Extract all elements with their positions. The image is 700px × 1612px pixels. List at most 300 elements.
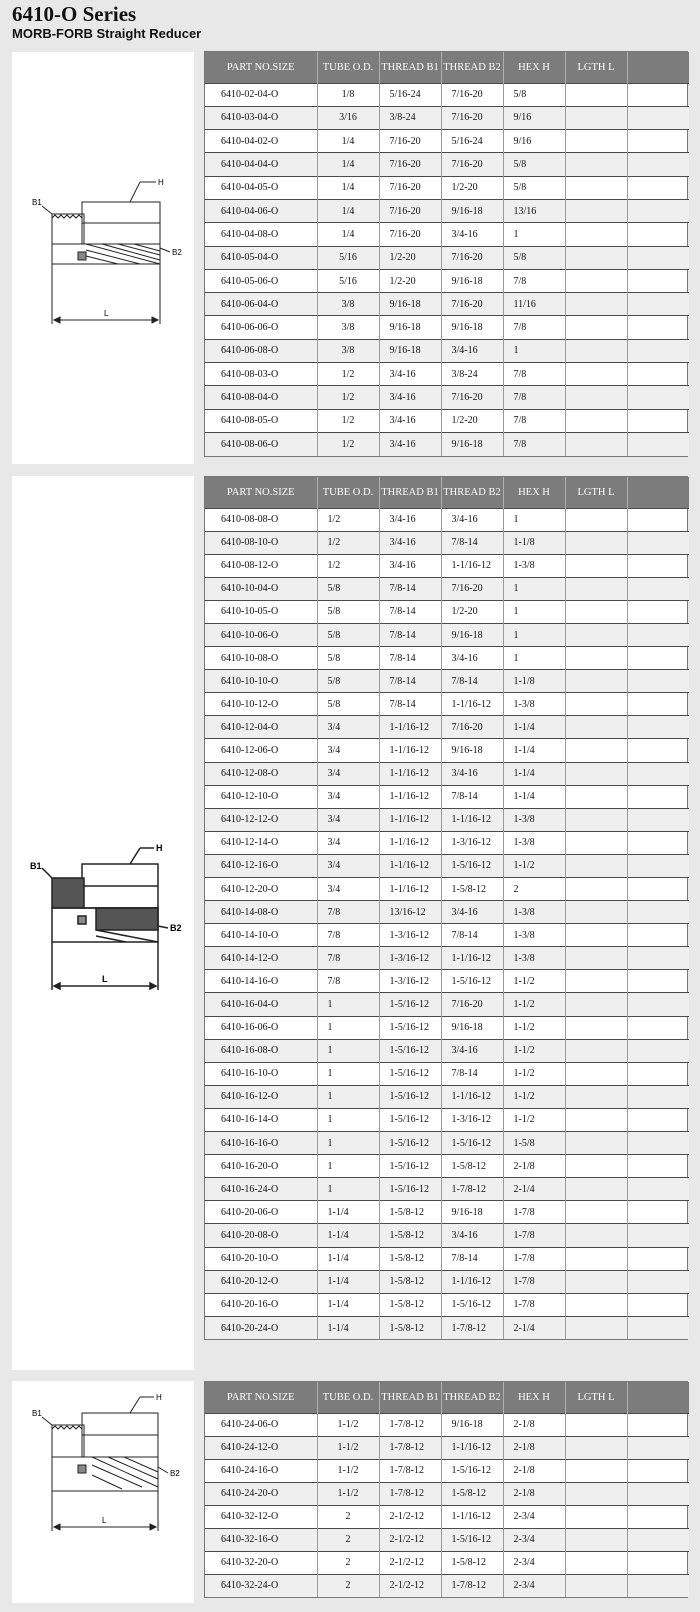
- table-cell: 1/2: [317, 409, 379, 432]
- table-cell: 2: [317, 1528, 379, 1551]
- table-cell: 1-1/4: [317, 1293, 379, 1316]
- table-row: [205, 1247, 689, 1270]
- table-cell: 3/4-16: [379, 531, 441, 554]
- table-cell: [565, 363, 627, 386]
- table-cell: 1-1/4: [317, 1247, 379, 1270]
- table-cell: 6410-02-04-O: [205, 83, 317, 106]
- table-cell: 1-7/8-12: [379, 1413, 441, 1436]
- table-cell: 1-1/16-12: [441, 1436, 503, 1459]
- table-cell: 9/16-18: [441, 1016, 503, 1039]
- table-cell: 7/16-20: [379, 153, 441, 176]
- table-cell: 7/8-14: [379, 670, 441, 693]
- table-cell: 2: [503, 878, 565, 901]
- table-cell: 6410-24-06-O: [205, 1413, 317, 1436]
- table-cell: 3/4-16: [379, 432, 441, 455]
- table-cell: [565, 1293, 627, 1316]
- table-cell: 6410-12-04-O: [205, 716, 317, 739]
- label-b2: B2: [172, 248, 182, 257]
- fitting-diagram-3: [12, 1381, 194, 1603]
- table-cell: 6410-08-10-O: [205, 531, 317, 554]
- table-cell: [627, 1016, 689, 1039]
- table-cell: 6410-24-16-O: [205, 1459, 317, 1482]
- table-cell: 6410-04-06-O: [205, 199, 317, 222]
- table-cell: 9/16-18: [441, 199, 503, 222]
- column-header: TUBE O.D.: [317, 52, 379, 83]
- table-cell: 7/8: [317, 947, 379, 970]
- table-cell: [627, 1247, 689, 1270]
- table-row: [205, 554, 689, 577]
- table-cell: 9/16-18: [379, 339, 441, 362]
- table-cell: 3/4-16: [379, 363, 441, 386]
- table-cell: 1-3/16-12: [441, 1108, 503, 1131]
- table-cell: 1/2-20: [441, 409, 503, 432]
- table-cell: 6410-16-08-O: [205, 1039, 317, 1062]
- label-h: H: [156, 843, 163, 853]
- table-cell: 6410-04-04-O: [205, 153, 317, 176]
- table-cell: 3/4: [317, 739, 379, 762]
- table-cell: [627, 1459, 689, 1482]
- table-cell: [627, 808, 689, 831]
- table-cell: 1-1/16-12: [441, 693, 503, 716]
- table-cell: [627, 1293, 689, 1316]
- table-cell: [627, 1413, 689, 1436]
- table-cell: 3/4-16: [379, 409, 441, 432]
- table-cell: 1-5/16-12: [441, 1459, 503, 1482]
- table-cell: 3/4-16: [379, 386, 441, 409]
- table-cell: 6410-16-10-O: [205, 1062, 317, 1085]
- table-cell: [565, 1085, 627, 1108]
- table-cell: [627, 316, 689, 339]
- table-cell: 6410-24-20-O: [205, 1482, 317, 1505]
- table-cell: [565, 409, 627, 432]
- table-cell: [565, 623, 627, 646]
- table-cell: 7/8-14: [441, 1062, 503, 1085]
- table-cell: [627, 432, 689, 455]
- table-row: [205, 363, 689, 386]
- table-row: [205, 1039, 689, 1062]
- table-header-row: [205, 477, 689, 508]
- table-cell: 6410-20-08-O: [205, 1224, 317, 1247]
- table-cell: 5/16-24: [379, 83, 441, 106]
- table-cell: 1-1/2: [503, 1085, 565, 1108]
- table-cell: 1-5/16-12: [379, 1155, 441, 1178]
- table-cell: 7/16-20: [379, 223, 441, 246]
- table-cell: [627, 1039, 689, 1062]
- table-cell: 1: [317, 993, 379, 1016]
- table-cell: [565, 1039, 627, 1062]
- fitting-drawing: [12, 1381, 194, 1603]
- table-row: [205, 670, 689, 693]
- table-cell: 7/16-20: [441, 83, 503, 106]
- label-b2: B2: [170, 923, 182, 933]
- table-cell: 9/16-18: [379, 293, 441, 316]
- table-cell: 6410-20-24-O: [205, 1316, 317, 1339]
- table-cell: [627, 762, 689, 785]
- table-cell: 3/16: [317, 106, 379, 129]
- table-cell: 1-3/8: [503, 831, 565, 854]
- table-header-row: [205, 1382, 689, 1413]
- table-cell: [565, 1505, 627, 1528]
- table-row: [205, 1413, 689, 1436]
- table-cell: 1-7/8: [503, 1247, 565, 1270]
- table-cell: [627, 269, 689, 292]
- table-row: [205, 577, 689, 600]
- spec-table: [205, 1382, 689, 1597]
- column-header: THREAD B1: [379, 1382, 441, 1413]
- table-cell: 2-3/4: [503, 1574, 565, 1597]
- table-cell: 1/4: [317, 176, 379, 199]
- table-cell: 5/8: [317, 647, 379, 670]
- table-cell: 11/16: [503, 293, 565, 316]
- table-row: [205, 762, 689, 785]
- table-cell: 6410-04-08-O: [205, 223, 317, 246]
- table-cell: 1-1/4: [317, 1270, 379, 1293]
- table-cell: 1-5/8-12: [441, 1482, 503, 1505]
- table-cell: 6410-08-12-O: [205, 554, 317, 577]
- table-cell: 6410-12-10-O: [205, 785, 317, 808]
- table-cell: [565, 1155, 627, 1178]
- table-row: [205, 293, 689, 316]
- table-row: [205, 785, 689, 808]
- table-cell: 1: [317, 1108, 379, 1131]
- table-cell: 7/8: [503, 269, 565, 292]
- table-cell: [565, 831, 627, 854]
- table-row: [205, 1178, 689, 1201]
- table-cell: 9/16-18: [441, 269, 503, 292]
- table-cell: [565, 199, 627, 222]
- table-cell: [627, 1201, 689, 1224]
- table-cell: [627, 739, 689, 762]
- table-cell: 1-5/8-12: [379, 1201, 441, 1224]
- table-cell: 1-1/16-12: [379, 831, 441, 854]
- table-cell: 2-1/4: [503, 1178, 565, 1201]
- table-cell: [565, 1528, 627, 1551]
- table-cell: 1-1/4: [317, 1201, 379, 1224]
- table-row: [205, 808, 689, 831]
- table-cell: 1-1/16-12: [441, 1085, 503, 1108]
- table-row: [205, 1436, 689, 1459]
- table-row: [205, 339, 689, 362]
- table-cell: 1-7/8: [503, 1270, 565, 1293]
- table-cell: 1-1/2: [503, 993, 565, 1016]
- table-cell: [627, 106, 689, 129]
- table-cell: 3/4-16: [441, 901, 503, 924]
- table-cell: 5/8: [317, 577, 379, 600]
- table-cell: [565, 106, 627, 129]
- table-cell: 3/8-24: [379, 106, 441, 129]
- table-cell: 7/8: [503, 316, 565, 339]
- table-cell: 1-5/16-12: [379, 1062, 441, 1085]
- table-cell: 1-5/8-12: [441, 878, 503, 901]
- table-row: [205, 947, 689, 970]
- table-row: [205, 1224, 689, 1247]
- column-header: THREAD B2: [441, 1382, 503, 1413]
- table-cell: 6410-16-14-O: [205, 1108, 317, 1131]
- table-cell: 1/2: [317, 432, 379, 455]
- table-cell: 7/16-20: [379, 176, 441, 199]
- table-cell: [565, 1016, 627, 1039]
- table-cell: [565, 947, 627, 970]
- table-cell: 6410-14-10-O: [205, 924, 317, 947]
- table-cell: [627, 993, 689, 1016]
- table-cell: 1-1/16-12: [441, 554, 503, 577]
- table-cell: 1/2: [317, 531, 379, 554]
- table-cell: 7/8-14: [441, 924, 503, 947]
- column-header: HEX H: [503, 52, 565, 83]
- table-cell: 1-7/8-12: [379, 1482, 441, 1505]
- table-cell: 7/8-14: [441, 531, 503, 554]
- table-row: [205, 854, 689, 877]
- table-cell: [565, 130, 627, 153]
- table-cell: 6410-12-20-O: [205, 878, 317, 901]
- table-cell: 1-1/2: [503, 1062, 565, 1085]
- table-cell: 1-7/8: [503, 1201, 565, 1224]
- table-cell: 9/16-18: [441, 623, 503, 646]
- table-cell: [565, 508, 627, 531]
- table-cell: [565, 739, 627, 762]
- table-cell: 1-1/8: [503, 531, 565, 554]
- table-cell: 1-5/16-12: [441, 1293, 503, 1316]
- table-cell: 6410-08-04-O: [205, 386, 317, 409]
- table-cell: 6410-10-04-O: [205, 577, 317, 600]
- table-row: [205, 878, 689, 901]
- table-cell: [565, 1062, 627, 1085]
- column-header: [627, 1382, 689, 1413]
- table-row: [205, 623, 689, 646]
- table-cell: [627, 1574, 689, 1597]
- table-cell: [627, 531, 689, 554]
- table-cell: [627, 924, 689, 947]
- table-row: [205, 153, 689, 176]
- table-cell: 6410-10-08-O: [205, 647, 317, 670]
- table-cell: [627, 1132, 689, 1155]
- table-cell: 6410-16-04-O: [205, 993, 317, 1016]
- table-cell: [565, 600, 627, 623]
- table-cell: 1-5/16-12: [379, 1108, 441, 1131]
- table-cell: 1-5/8-12: [379, 1293, 441, 1316]
- table-cell: 1: [503, 508, 565, 531]
- table-cell: 1-1/16-12: [441, 1505, 503, 1528]
- table-cell: [565, 432, 627, 455]
- label-h: H: [156, 1393, 162, 1402]
- table-cell: 1-5/16-12: [379, 1039, 441, 1062]
- table-cell: 3/4-16: [379, 554, 441, 577]
- table-cell: 6410-16-20-O: [205, 1155, 317, 1178]
- table-cell: [627, 600, 689, 623]
- table-cell: 13/16: [503, 199, 565, 222]
- table-cell: 7/8-14: [441, 670, 503, 693]
- table-cell: 5/16: [317, 246, 379, 269]
- table-cell: 6410-16-24-O: [205, 1178, 317, 1201]
- table-row: [205, 1316, 689, 1339]
- table-cell: 1-3/8: [503, 554, 565, 577]
- table-cell: [565, 293, 627, 316]
- table-cell: [627, 223, 689, 246]
- table-cell: 3/4-16: [379, 508, 441, 531]
- table-cell: 1: [317, 1132, 379, 1155]
- table-cell: 6410-05-04-O: [205, 246, 317, 269]
- column-header: PART NO.SIZE: [205, 52, 317, 83]
- table-cell: 3/4: [317, 716, 379, 739]
- table-cell: 1-3/8: [503, 947, 565, 970]
- table-cell: 2-3/4: [503, 1505, 565, 1528]
- table-cell: 6410-06-06-O: [205, 316, 317, 339]
- table-cell: [565, 1247, 627, 1270]
- column-header: [627, 52, 689, 83]
- table-cell: 1-3/8: [503, 808, 565, 831]
- table-cell: [565, 1201, 627, 1224]
- table-cell: 7/8: [317, 970, 379, 993]
- table-row: [205, 1528, 689, 1551]
- table-cell: 1: [317, 1039, 379, 1062]
- table-cell: 6410-04-02-O: [205, 130, 317, 153]
- spec-table-3: [204, 1381, 688, 1598]
- table-cell: 1/4: [317, 223, 379, 246]
- table-cell: [565, 762, 627, 785]
- table-cell: 7/16-20: [379, 199, 441, 222]
- table-cell: 1-1/2: [317, 1459, 379, 1482]
- table-cell: 6410-16-16-O: [205, 1132, 317, 1155]
- table-row: [205, 970, 689, 993]
- table-cell: 1-1/2: [317, 1482, 379, 1505]
- table-cell: [565, 223, 627, 246]
- table-cell: [565, 531, 627, 554]
- table-cell: 1/2-20: [379, 269, 441, 292]
- table-cell: 2-1/8: [503, 1459, 565, 1482]
- table-cell: [627, 1316, 689, 1339]
- table-cell: 6410-32-24-O: [205, 1574, 317, 1597]
- table-cell: [627, 1108, 689, 1131]
- table-cell: 1-1/2: [317, 1436, 379, 1459]
- table-cell: 1-7/8: [503, 1293, 565, 1316]
- table-cell: 1-5/8-12: [379, 1247, 441, 1270]
- table-row: [205, 1108, 689, 1131]
- table-cell: 2: [317, 1505, 379, 1528]
- table-cell: [565, 1132, 627, 1155]
- table-cell: 7/16-20: [441, 386, 503, 409]
- column-header: LGTH L: [565, 477, 627, 508]
- table-cell: 1: [317, 1016, 379, 1039]
- table-cell: 1-1/2: [317, 1413, 379, 1436]
- fitting-drawing: [12, 476, 194, 1370]
- table-cell: 2-1/8: [503, 1482, 565, 1505]
- table-cell: 2-1/2-12: [379, 1505, 441, 1528]
- column-header: LGTH L: [565, 1382, 627, 1413]
- table-row: [205, 1270, 689, 1293]
- table-cell: 6410-10-05-O: [205, 600, 317, 623]
- table-cell: [565, 577, 627, 600]
- table-row: [205, 386, 689, 409]
- table-cell: 6410-08-03-O: [205, 363, 317, 386]
- table-cell: 7/16-20: [379, 130, 441, 153]
- table-cell: 6410-06-04-O: [205, 293, 317, 316]
- table-cell: 1-1/16-12: [379, 716, 441, 739]
- table-cell: 1-7/8-12: [441, 1574, 503, 1597]
- table-cell: 1-7/8: [503, 1224, 565, 1247]
- table-cell: [627, 1505, 689, 1528]
- table-cell: 6410-24-12-O: [205, 1436, 317, 1459]
- table-cell: [565, 554, 627, 577]
- table-cell: 1-1/16-12: [441, 808, 503, 831]
- table-cell: 3/4-16: [441, 339, 503, 362]
- table-cell: 1: [503, 339, 565, 362]
- table-row: [205, 1062, 689, 1085]
- table-cell: 6410-03-04-O: [205, 106, 317, 129]
- table-cell: [565, 1270, 627, 1293]
- table-cell: 7/16-20: [441, 293, 503, 316]
- table-cell: 1-3/8: [503, 924, 565, 947]
- table-cell: [565, 1316, 627, 1339]
- column-header: PART NO.SIZE: [205, 477, 317, 508]
- table-cell: 3/8-24: [441, 363, 503, 386]
- table-cell: 2: [317, 1574, 379, 1597]
- column-header: TUBE O.D.: [317, 1382, 379, 1413]
- column-header: [627, 477, 689, 508]
- table-cell: 7/16-20: [441, 246, 503, 269]
- table-cell: [627, 785, 689, 808]
- table-cell: [627, 386, 689, 409]
- table-cell: 6410-14-12-O: [205, 947, 317, 970]
- fitting-diagram-2: [12, 476, 194, 1370]
- table-cell: 7/8: [503, 363, 565, 386]
- table-cell: [627, 1062, 689, 1085]
- table-cell: 5/8: [503, 83, 565, 106]
- table-cell: 2-1/8: [503, 1413, 565, 1436]
- table-cell: 1-5/8-12: [379, 1316, 441, 1339]
- table-cell: 1-5/8: [503, 1132, 565, 1155]
- table-cell: 3/4: [317, 808, 379, 831]
- table-cell: 6410-16-12-O: [205, 1085, 317, 1108]
- table-cell: 2-1/8: [503, 1436, 565, 1459]
- table-cell: [627, 1270, 689, 1293]
- table-cell: [565, 1551, 627, 1574]
- table-cell: 1/4: [317, 153, 379, 176]
- table-cell: 1-3/16-12: [441, 831, 503, 854]
- table-cell: 1/2-20: [379, 246, 441, 269]
- table-cell: 1/4: [317, 130, 379, 153]
- table-row: [205, 600, 689, 623]
- table-cell: [627, 1155, 689, 1178]
- table-cell: [627, 947, 689, 970]
- table-cell: 1-1/4: [503, 785, 565, 808]
- table-cell: 2-1/2-12: [379, 1574, 441, 1597]
- table-cell: 6410-12-12-O: [205, 808, 317, 831]
- table-cell: 6410-12-06-O: [205, 739, 317, 762]
- table-cell: 3/4-16: [441, 508, 503, 531]
- table-cell: 1: [317, 1062, 379, 1085]
- table-cell: 5/8: [503, 246, 565, 269]
- table-cell: [627, 647, 689, 670]
- table-cell: 3/4-16: [441, 647, 503, 670]
- table-cell: 6410-14-08-O: [205, 901, 317, 924]
- table-cell: 1/4: [317, 199, 379, 222]
- table-cell: 2-1/2-12: [379, 1528, 441, 1551]
- table-cell: [565, 854, 627, 877]
- column-header: THREAD B1: [379, 52, 441, 83]
- table-cell: 1-1/16-12: [379, 878, 441, 901]
- table-cell: 1-5/16-12: [379, 993, 441, 1016]
- table-cell: 3/4-16: [441, 1039, 503, 1062]
- table-cell: [627, 623, 689, 646]
- table-cell: [565, 878, 627, 901]
- table-cell: 9/16-18: [441, 432, 503, 455]
- table-cell: 1-1/2: [503, 970, 565, 993]
- column-header: TUBE O.D.: [317, 477, 379, 508]
- spec-table-1: [204, 51, 688, 457]
- table-cell: 7/8-14: [441, 1247, 503, 1270]
- table-cell: [565, 1178, 627, 1201]
- table-cell: 7/16-20: [441, 106, 503, 129]
